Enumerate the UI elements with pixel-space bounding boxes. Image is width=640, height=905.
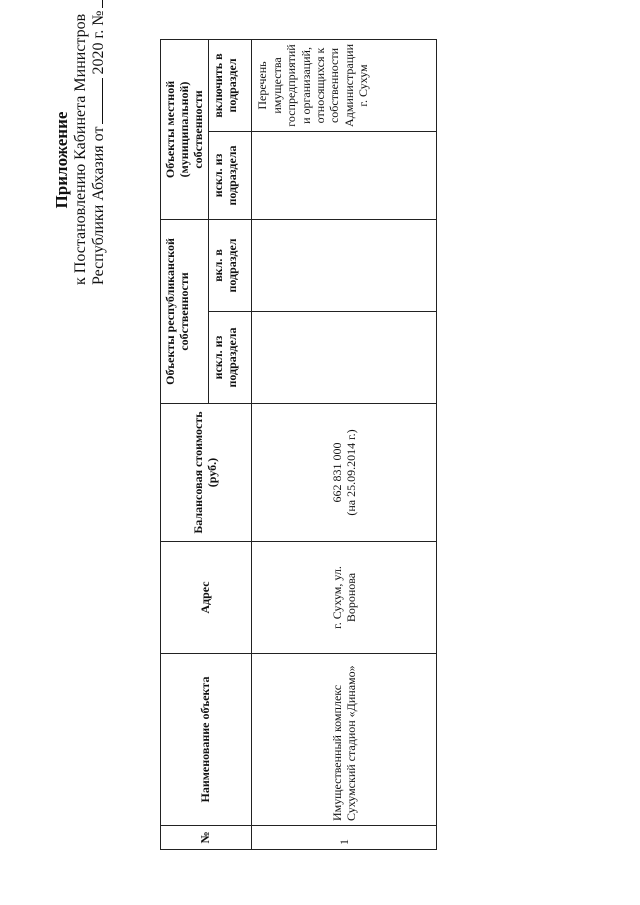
balance-date: (на 25.09.2014 г.) <box>344 429 359 516</box>
table-row <box>252 39 437 849</box>
object-name: Имущественный комплекс Сухумский стадион «Динамо» <box>252 654 437 826</box>
year-number-text: 2020 г. № <box>89 10 107 75</box>
col-address-header: Адрес <box>161 542 252 654</box>
row-number: 1 <box>252 826 437 850</box>
appendix-header <box>52 10 108 285</box>
republic-incl-cell <box>252 219 437 311</box>
resolution-line: к Постановлению Кабинета Министров <box>71 13 89 285</box>
balance-value: 662 831 000 <box>330 442 344 503</box>
col-municipal-group-header: Объекты местной (муниципальной) собственности <box>161 39 209 219</box>
municipal-incl-cell: Перечень имущества госпредприятий и организаций, относящихся к собственности Администрации г. Сухум <box>252 39 437 131</box>
republic-excl-cell <box>252 312 437 404</box>
appendix-title: Приложение <box>52 111 71 209</box>
col-number-header: № <box>161 826 252 850</box>
number-blank <box>102 0 103 8</box>
col-municipal-excl-header: искл. из подраздела <box>209 131 252 219</box>
municipal-excl-cell <box>252 131 437 219</box>
date-number-line <box>89 10 108 285</box>
col-name-header: Наименование объекта <box>161 654 252 826</box>
property-table <box>160 39 437 850</box>
col-republic-incl-header: вкл. в подраздел <box>209 219 252 311</box>
col-municipal-incl-header: включить в подраздел <box>209 39 252 131</box>
col-balance-header: Балансовая стоимость (руб.) <box>161 404 252 542</box>
col-republic-group-header: Объекты республиканской собственности <box>161 219 209 403</box>
object-balance <box>252 404 437 542</box>
table-header-row <box>161 39 209 849</box>
republic-from-text: Республики Абхазия от <box>89 126 107 285</box>
date-blank <box>102 78 103 124</box>
col-republic-excl-header: искл. из подраздела <box>209 312 252 404</box>
object-address: г. Сухум, ул. Воронова <box>252 542 437 654</box>
